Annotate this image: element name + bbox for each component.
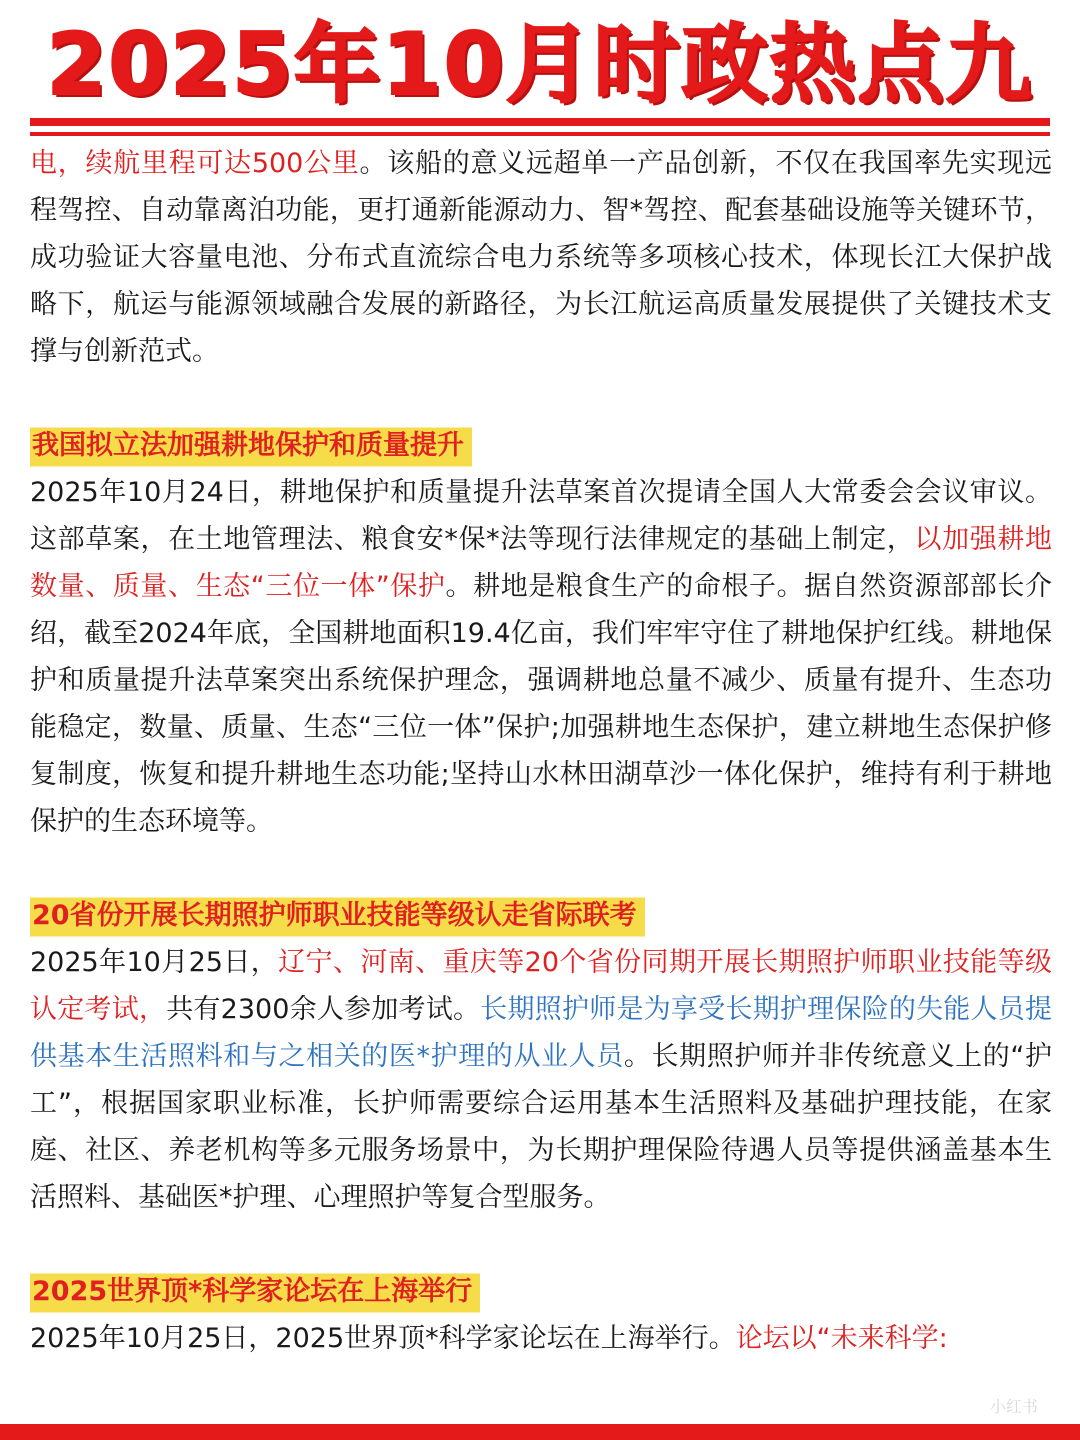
section-scientists-forum	[30, 1268, 1052, 1362]
title-underline-thin	[30, 132, 1050, 136]
intro-red-lead: 电，续航里程可达500公里	[30, 148, 360, 179]
section-heading-scientists-forum: 2025世界顶*科学家论坛在上海举行	[30, 1268, 480, 1315]
title-underline-thick	[30, 118, 1050, 126]
red-highlight-text: 以加强耕地数量、质量、生态“三位一体”保护	[30, 524, 1053, 602]
page-title: 2025年10月时政热点九	[46, 15, 1034, 115]
red-highlight-text: 辽宁、河南、重庆等20个省份同期开展长期照护师职业技能等级认定考试，	[30, 947, 1052, 1025]
section-paragraph-farmland: 2025年10月24日，耕地保护和质量提升法草案首次提请全国人大常委会会议审议。这部草案，在土地管理法、粮食安*保*法等现行法律规定的基础上制定，以加强耕地数量、质量、生态“三位一体”保护。耕地是粮食生产的命根子。据自然资源部部长介绍，截至2024年底，全国耕地面积19.4亿亩，我们牢牢守住了耕地保护红线。耕地保护和质量提升法草案突出系统保护理念，强调耕地总量不减少、质量有提升、生态功能稳定，数量、质量、生态“三位一体”保护;加强耕地生态保护，建立耕地生态保护修复制度，恢复和提升耕地生态功能;坚持山水林田湖草沙一体化保护，维持有利于耕地保护的生态环境等。	[30, 477, 1053, 837]
section-heading-farmland: 我国拟立法加强耕地保护和质量提升	[30, 422, 472, 469]
intro-paragraph	[30, 140, 1052, 375]
article-body	[30, 140, 1052, 1362]
section-farmland	[30, 422, 1052, 845]
section-heading-care-exam: 20省份开展长期照护师职业技能等级认走省际联考	[30, 892, 645, 939]
red-highlight-text: 论坛以“未来科学:	[735, 1323, 948, 1354]
intro-text: 。该船的意义远超单一产品创新，不仅在我国率先实现远程驾控、自动靠离泊功能，更打通新能源动力、智*驾控、配套基础设施等关键环节，成功验证大容量电池、分布式直流综合电力系统等多项核心技术，体现长江大保护战略下，航运与能源领域融合发展的新路径，为长江航运高质量发展提供了关键技术支撑与创新范式。	[30, 148, 1052, 367]
blue-highlight-text: 长期照护师是为享受长期护理保险的失能人员提供基本生活照料和与之相关的医*护理的从业人员	[30, 994, 1053, 1072]
section-paragraph-scientists-forum: 2025年10月25日，2025世界顶*科学家论坛在上海举行。论坛以“未来科学:	[30, 1323, 948, 1354]
watermark: 小红书	[990, 1397, 1039, 1416]
section-paragraph-care-exam: 2025年10月25日，辽宁、河南、重庆等20个省份同期开展长期照护师职业技能等级认定考试，共有2300余人参加考试。长期照护师是为享受长期护理保险的失能人员提供基本生活照料和与之相关的医*护理的从业人员。长期照护师并非传统意义上的“护工”，根据国家职业标准，长护师需要综合运用基本生活照料及基础护理技能，在家庭、社区、养老机构等多元服务场景中，为长期护理保险待遇人员等提供涵盖基本生活照料、基础医*护理、心理照护等复合型服务。	[30, 947, 1053, 1213]
section-care-exam	[30, 892, 1052, 1221]
bottom-border	[0, 1424, 1080, 1440]
